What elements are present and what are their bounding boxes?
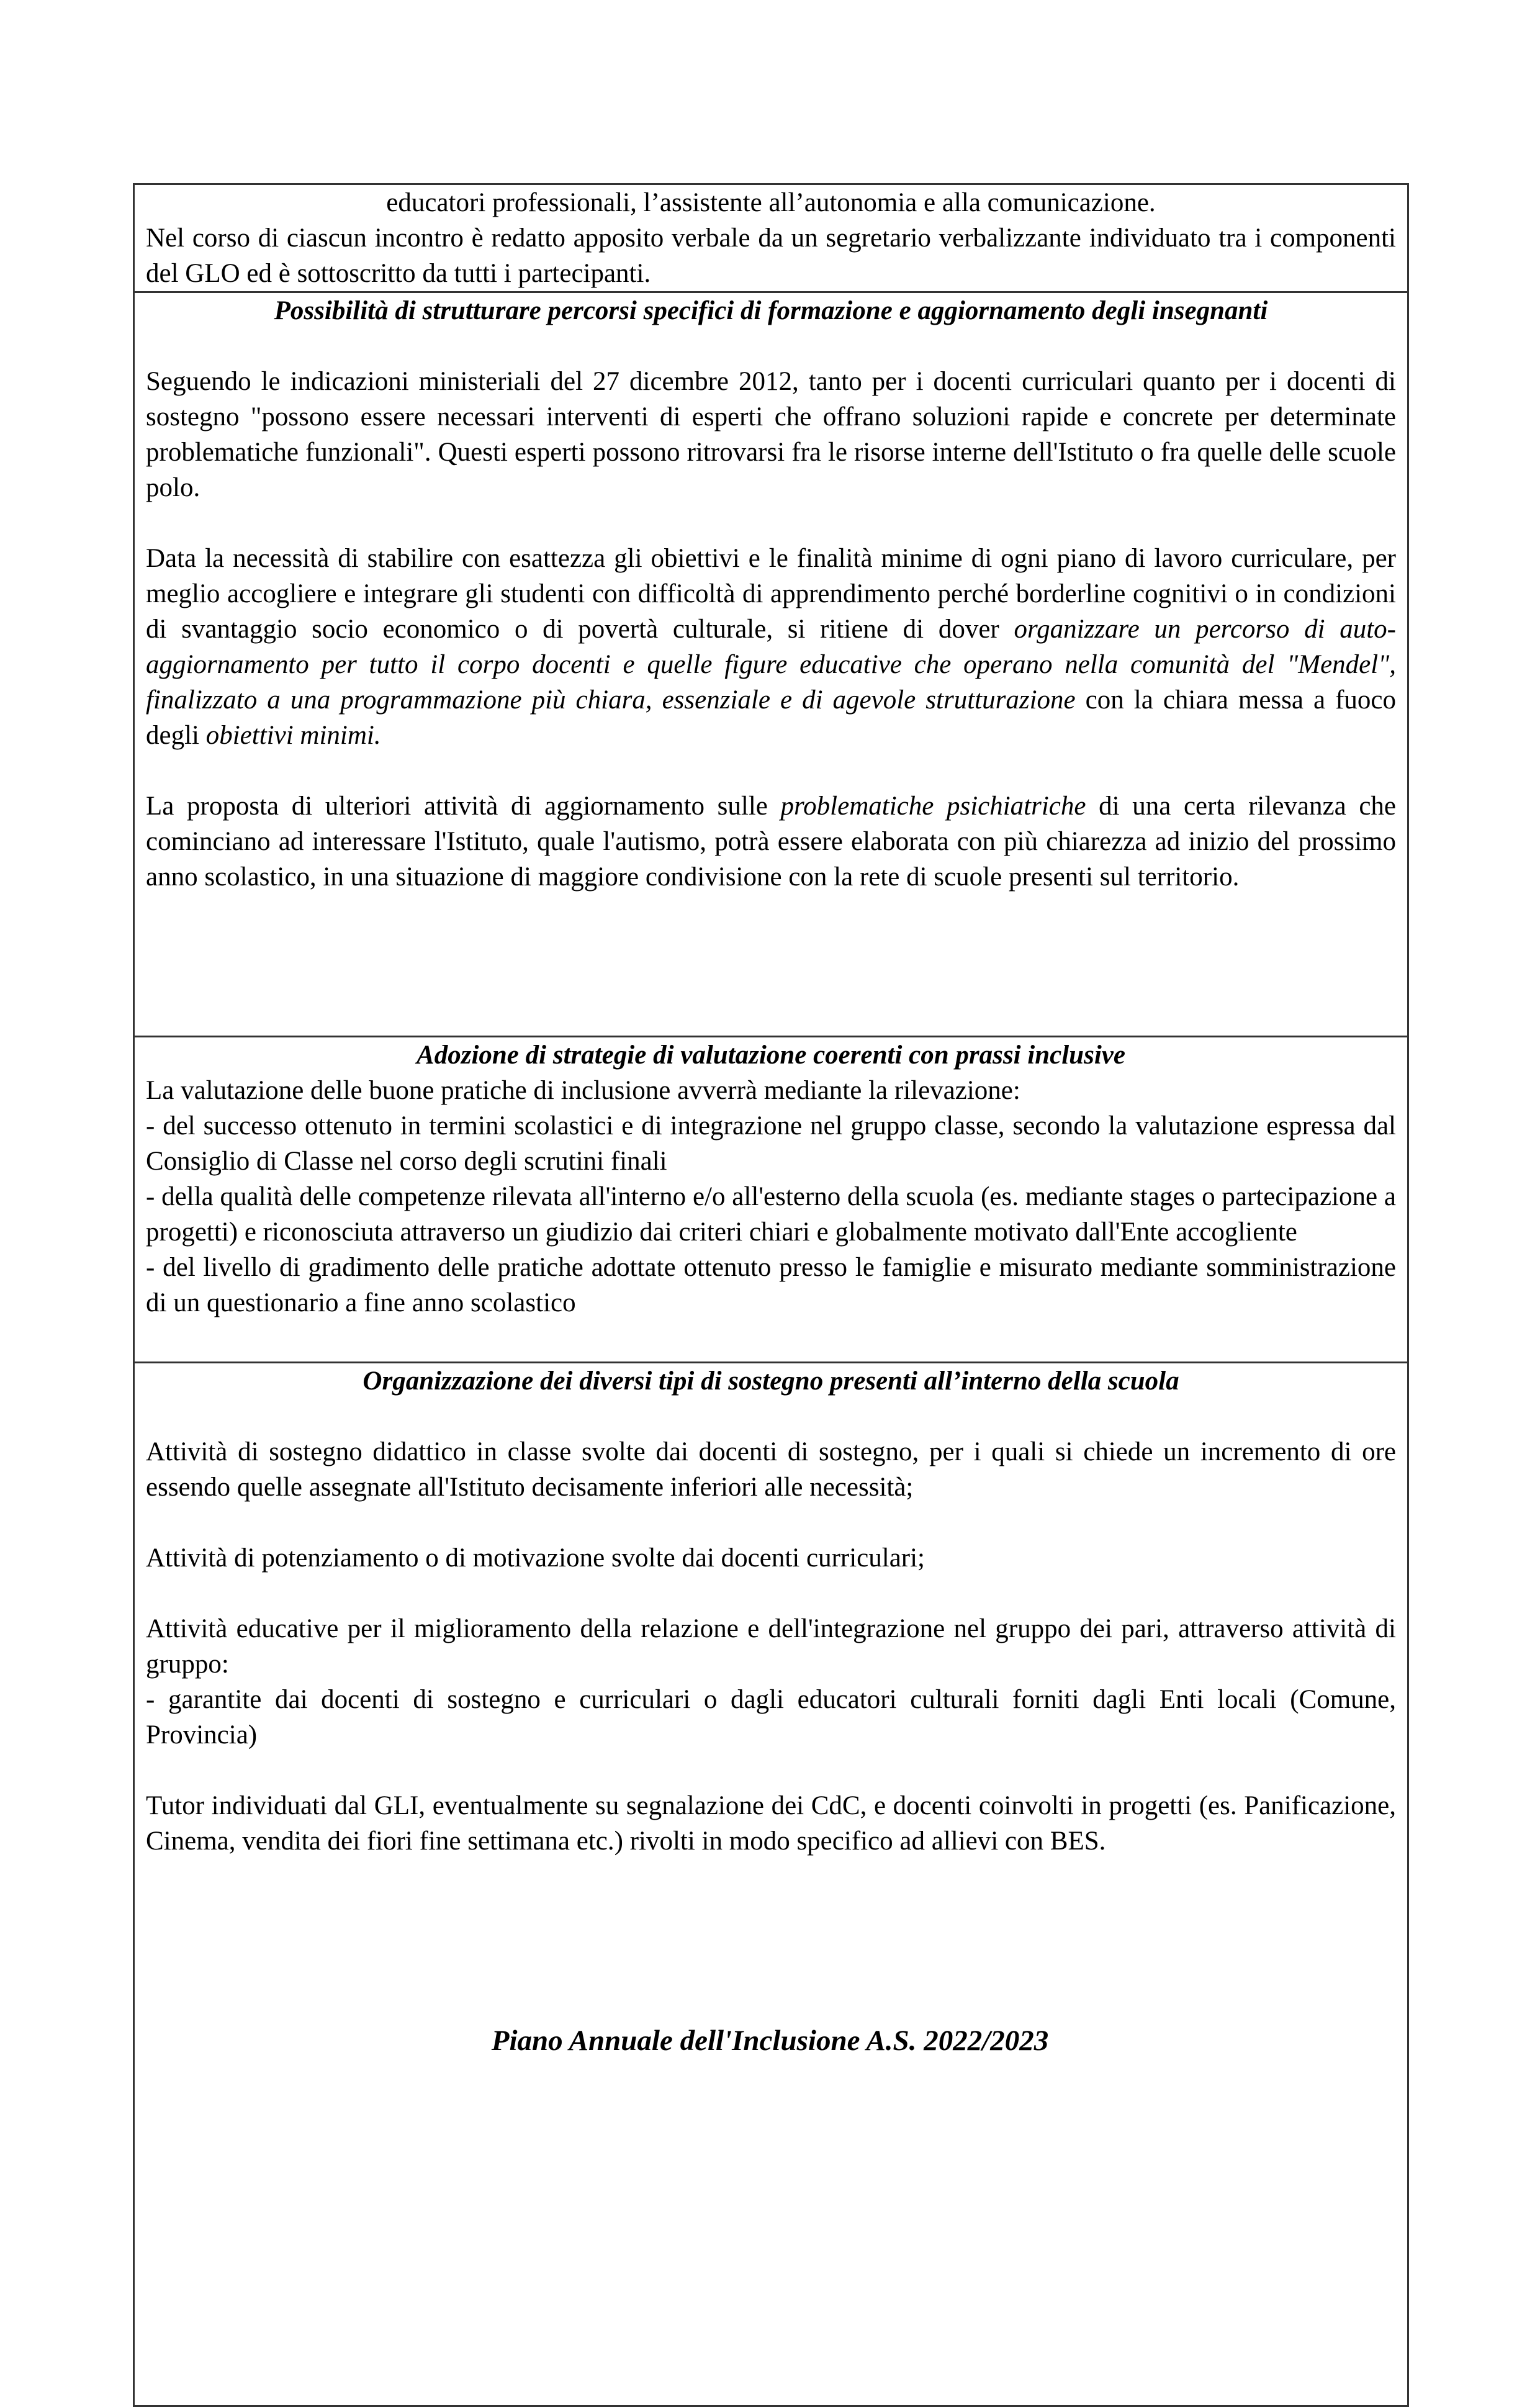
section-heading: Possibilità di strutturare percorsi specifici di formazione e aggiornamento degli insegnanti — [274, 296, 1268, 325]
paragraph: Attività di potenziamento o di motivazione svolte dai docenti curriculari; — [146, 1543, 925, 1573]
table-row — [134, 292, 1408, 1037]
text-line: educatori professionali, l’assistente all’autonomia e alla comunicazione. — [386, 188, 1156, 217]
page-footer: Piano Annuale dell'Inclusione A.S. 2022/2023 — [491, 2025, 1049, 2057]
paragraph: Attività di sostegno didattico in classe svolte dai docenti di sostegno, per i quali si chiede un incremento di ore essendo quelle assegnate all'Istituto decisamente inferiori alle necessità; — [146, 1437, 1396, 1502]
paragraph: La valutazione delle buone pratiche di inclusione avverrà mediante la rilevazione: — [146, 1076, 1020, 1105]
table-row — [134, 1037, 1408, 1363]
text-run: con la chiara messa a fuoco degli — [146, 685, 1397, 750]
list-item: - del successo ottenuto in termini scolastici e di integrazione nel gruppo classe, secondo la valutazione espressa dal Consiglio di Classe nel corso degli scrutini finali — [146, 1111, 1396, 1176]
document-table — [133, 183, 1409, 2407]
paragraph — [146, 541, 1396, 753]
italic-text: obiettivi minimi. — [205, 721, 381, 750]
italic-text: organizzare un percorso di auto-aggiornamento per tutto il corpo docenti e quelle figure educative che operano nella comunità del "Mendel", finalizzato a una programmazione più chiara, essenziale e di agevole strutturazione — [146, 615, 1396, 715]
list-item: - della qualità delle competenze rilevata all'interno e/o all'esterno della scuola (es. mediante stages o partecipazione a progetti) e riconosciuta attraverso un giudizio dai criteri chiari e globalmente motivato dall'Ente accogliente — [146, 1182, 1396, 1247]
text-run: di una certa rilevanza che cominciano ad interessare l'Istituto, quale l'autismo, potrà essere elaborata con più chiarezza ad inizio del prossimo anno scolastico, in una situazione di maggiore condivisione con la rete di scuole presenti sul territorio. — [146, 792, 1396, 892]
list-item: - del livello di gradimento delle pratiche adottate ottenuto presso le famiglie e misurato mediante somministrazione di un questionario a fine anno scolastico — [146, 1253, 1396, 1317]
paragraph: Attività educative per il miglioramento della relazione e dell'integrazione nel gruppo dei pari, attraverso attività di gruppo: — [146, 1614, 1396, 1679]
table-row — [134, 184, 1408, 292]
section-valutazione — [134, 1037, 1408, 1363]
table-row — [134, 1363, 1408, 2406]
text-run: Data la necessità di stabilire con esattezza gli obiettivi e le finalità minime di ogni piano di lavoro curriculare, per meglio accogliere e integrare gli studenti con difficoltà di apprendimento perché borderline cognitivi o in condizioni di svantaggio socio economico o di povertà culturale, si ritiene di dover — [146, 544, 1396, 644]
list-item: - garantite dai docenti di sostegno e curriculari o dagli educatori culturali forniti dagli Enti locali (Comune, Provincia) — [146, 1685, 1396, 1750]
paragraph: Nel corso di ciascun incontro è redatto apposito verbale da un segretario verbalizzante individuato tra i componenti del GLO ed è sottoscritto da tutti i partecipanti. — [146, 224, 1396, 288]
section-heading: Adozione di strategie di valutazione coerenti con prassi inclusive — [417, 1041, 1125, 1070]
text-run: La proposta di ulteriori attività di aggiornamento sulle — [146, 792, 781, 821]
paragraph — [146, 788, 1396, 895]
paragraph: Seguendo le indicazioni ministeriali del 27 dicembre 2012, tanto per i docenti curriculari quanto per i docenti di sostegno "possono essere necessari interventi di esperti che offrano soluzioni rapide e concrete per determinate problematiche funzionali". Questi esperti possono ritrovarsi fra le risorse interne dell'Istituto o fra quelle delle scuole polo. — [146, 367, 1396, 502]
section-glo-verbale — [134, 184, 1408, 292]
section-sostegno — [134, 1363, 1408, 2406]
section-heading: Organizzazione dei diversi tipi di sostegno presenti all’interno della scuola — [362, 1366, 1179, 1396]
paragraph: Tutor individuati dal GLI, eventualmente su segnalazione dei CdC, e docenti coinvolti in progetti (es. Panificazione, Cinema, vendita dei fiori fine settimana etc.) rivolti in modo specifico ad allievi con BES. — [146, 1791, 1396, 1856]
section-formazione — [134, 292, 1408, 1037]
italic-text: problematiche psichiatriche — [780, 792, 1086, 821]
